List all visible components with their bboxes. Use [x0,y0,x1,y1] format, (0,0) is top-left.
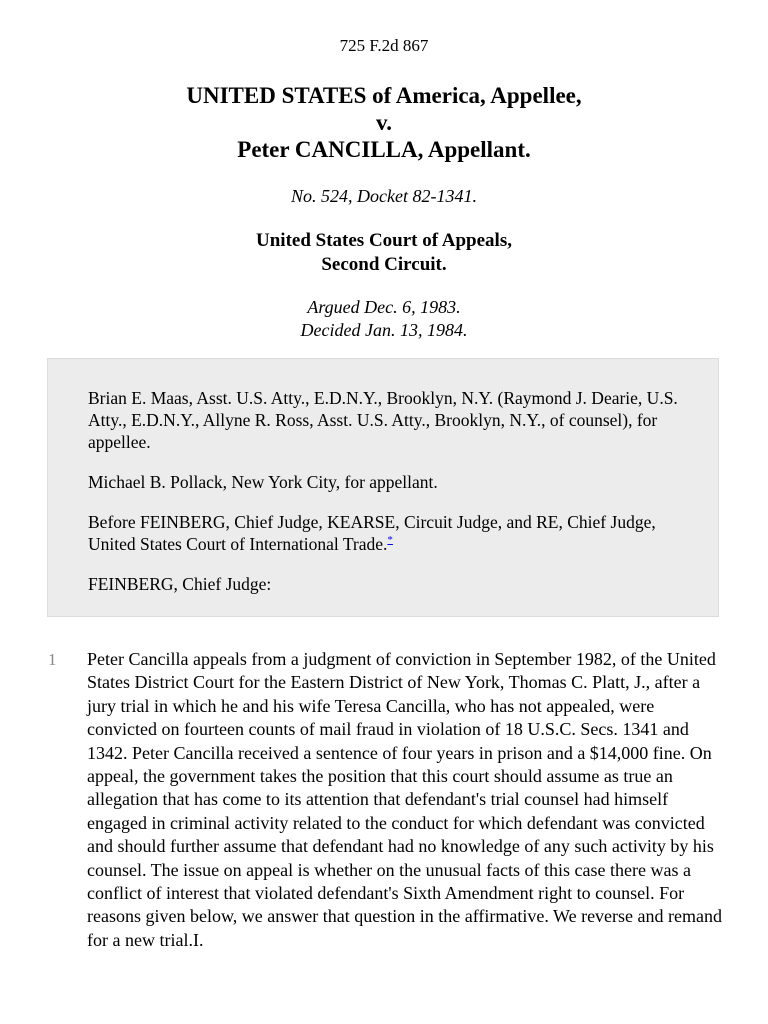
argued-date: Argued Dec. 6, 1983. [307,297,461,317]
counsel-panel [47,358,719,617]
case-dates [0,296,768,342]
panel-judges [88,511,688,555]
paragraph-number: 1 [48,650,57,669]
docket-number: No. 524, Docket 82-1341. [291,186,477,206]
appellant-counsel: Michael B. Pollack, New York City, for appellant. [88,472,438,492]
caption-versus: v. [376,110,392,135]
decided-date: Decided Jan. 13, 1984. [300,320,468,340]
case-citation: 725 F.2d 867 [339,36,429,55]
panel-judges-text: Before FEINBERG, Chief Judge, KEARSE, Circuit Judge, and RE, Chief Judge, United States Court of International Trade. [88,512,656,554]
opinion-author: FEINBERG, Chief Judge: [88,574,272,594]
court-name-line2: Second Circuit. [321,254,447,275]
footnote-link[interactable]: * [387,534,393,547]
court-name-line1: United States Court of Appeals, [256,230,512,251]
appellee-counsel: Brian E. Maas, Asst. U.S. Atty., E.D.N.Y., Brooklyn, N.Y. (Raymond J. Dearie, U.S. Atty., E.D.N.Y., Allyne R. Ross, Asst. U.S. Atty., Brooklyn, N.Y., of counsel), for appellee. [88,388,678,452]
caption-appellee: UNITED STATES of America, Appellee, [186,83,582,108]
caption-appellant: Peter CANCILLA, Appellant. [237,137,531,162]
court-name [0,229,768,277]
paragraph-text: Peter Cancilla appeals from a judgment of conviction in September 1982, of the United States District Court for the Eastern District of New York, Thomas C. Platt, J., after a jury trial in which he and his wife Teresa Cancilla, who has not appealed, were convicted on fourteen counts of mail fraud in violation of 18 U.S.C. Secs. 1341 and 1342. Peter Cancilla received a sentence of four years in prison and a $14,000 fine. On appeal, the government takes the position that this court should assume as true an allegation that has come to its attention that defendant's trial counsel had himself engaged in criminal activity related to the conduct for which defendant was convicted and should further assume that defendant had no knowledge of any such activity by his counsel. The issue on appeal is whether on the unusual facts of this case there was a conflict of interest that violated defendant's Sixth Amendment right to counsel. For reasons given below, we answer that question in the affirmative. We reverse and remand for a new trial.I. [87,649,723,950]
case-caption [0,82,768,163]
